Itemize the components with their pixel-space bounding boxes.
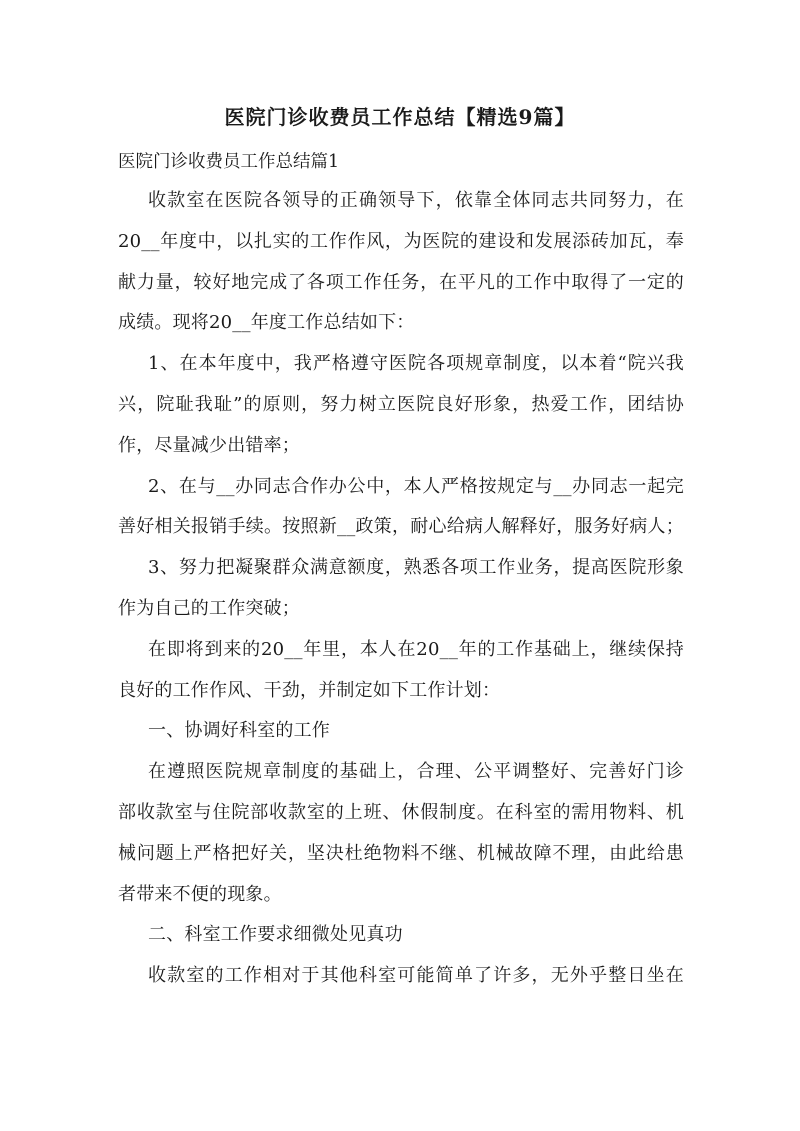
paragraph-line: 2、在与__办同志合作办公中，本人严格按规定与__办同志一起完 <box>148 475 684 497</box>
section-heading: 医院门诊收费员工作总结篇1 <box>118 152 340 172</box>
paragraph-line: 械问题上严格把好关，坚决杜绝物料不继、机械故障不理，由此给患 <box>118 842 684 864</box>
section-subheading: 二、科室工作要求细微处见真功 <box>148 924 403 946</box>
paragraph-line: 者带来不便的现象。 <box>118 883 282 905</box>
paragraph-line: 20__年度中，以扎实的工作作风，为医院的建设和发展添砖加瓦，奉 <box>118 230 684 252</box>
paragraph-line: 作，尽量减少出错率； <box>118 434 300 456</box>
paragraph-line: 在遵照医院规章制度的基础上，合理、公平调整好、完善好门诊 <box>148 761 684 783</box>
paragraph-line: 作为自己的工作突破； <box>118 597 300 619</box>
paragraph-line: 兴，院耻我耻”的原则，努力树立医院良好形象，热爱工作，团结协 <box>118 393 684 415</box>
paragraph-line: 善好相关报销手续。按照新__政策，耐心给病人解释好，服务好病人； <box>118 516 684 538</box>
paragraph-line: 3、努力把凝聚群众满意额度，熟悉各项工作业务，提高医院形象 <box>148 557 684 579</box>
paragraph-line: 良好的工作作风、干劲，并制定如下工作计划： <box>118 679 501 701</box>
paragraph-line: 1、在本年度中，我严格遵守医院各项规章制度，以本着“院兴我 <box>148 353 684 375</box>
paragraph-line: 献力量，较好地完成了各项工作任务，在平凡的工作中取得了一定的 <box>118 271 684 293</box>
paragraph-line: 成绩。现将20__年度工作总结如下： <box>118 312 415 334</box>
paragraph-line: 收款室的工作相对于其他科室可能简单了许多，无外乎整日坐在 <box>148 965 684 987</box>
document-title: 医院门诊收费员工作总结【精选9篇】 <box>224 105 576 129</box>
paragraph-line: 收款室在医院各领导的正确领导下，依靠全体同志共同努力，在 <box>148 190 684 211</box>
paragraph-line: 在即将到来的20__年里，本人在20__年的工作基础上，继续保持 <box>148 638 684 660</box>
paragraph-line: 部收款室与住院部收款室的上班、休假制度。在科室的需用物料、机 <box>118 801 684 823</box>
document-body <box>118 186 684 1002</box>
section-subheading: 一、协调好科室的工作 <box>148 720 330 742</box>
